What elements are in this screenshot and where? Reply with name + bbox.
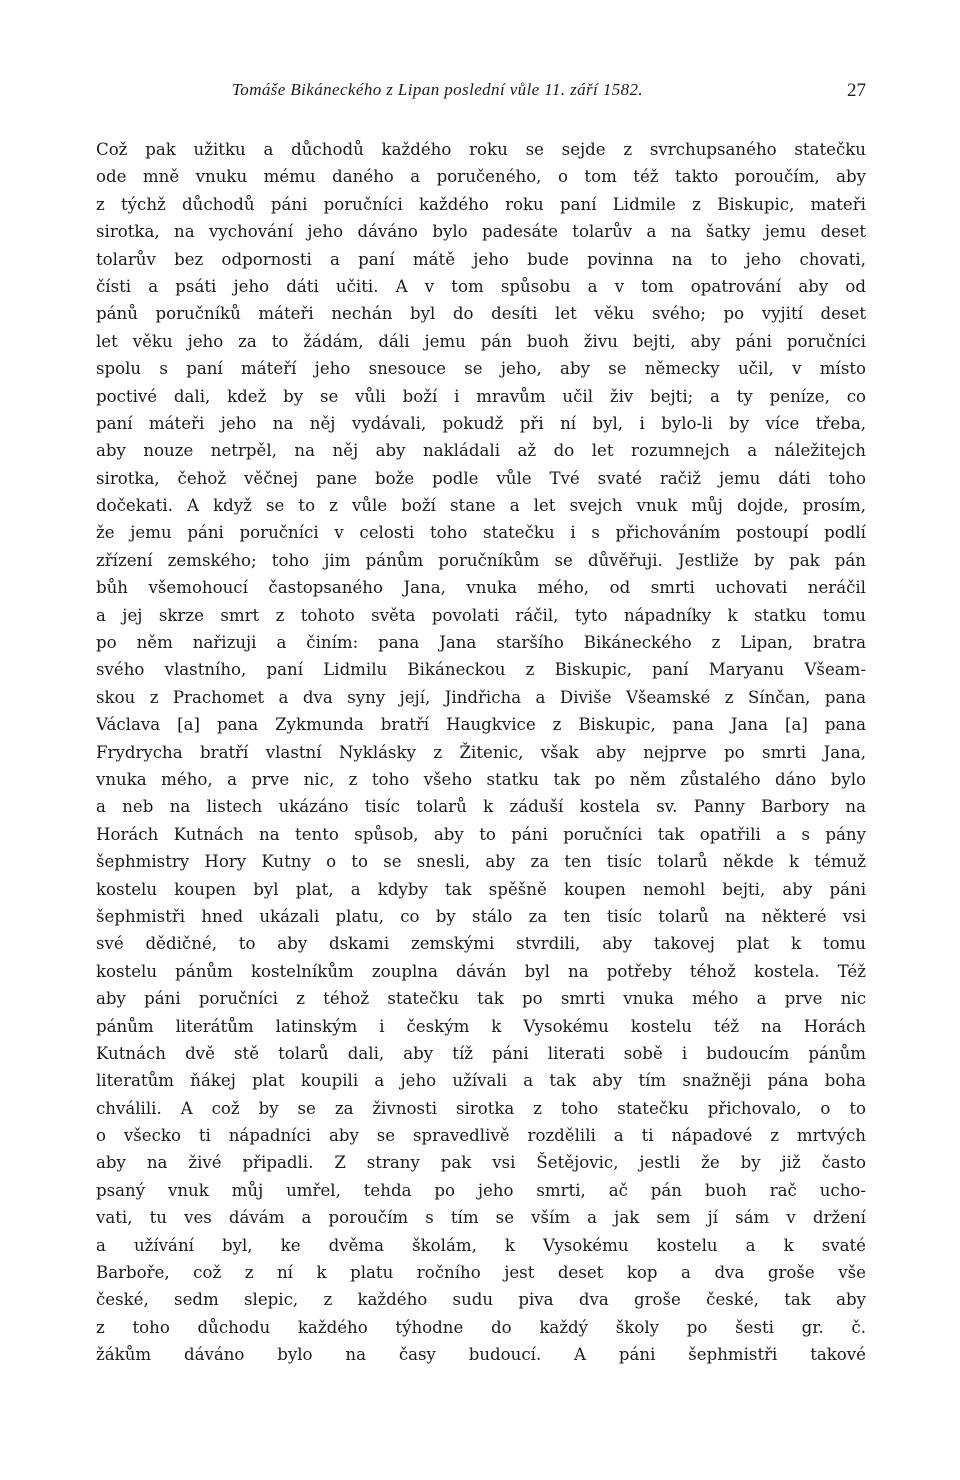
- text-line: že jemu páni poručníci v celosti toho statečku i s přichováním postoupí podlí: [96, 523, 866, 543]
- text-line: své dědičné, to aby dskami zemskými stvrdili, aby takovej plat k tomu: [96, 934, 866, 954]
- text-line: poctivé dali, kdež by se vůli boží i mravům učil živ bejti; a ty peníze, co: [96, 386, 866, 406]
- text-line: pánům literátům latinským i českým k Vysokému kostelu též na Horách: [96, 1016, 866, 1036]
- running-head: [96, 80, 866, 106]
- text-line: vati, tu ves dávám a poroučím s tím se vším a jak sem jí sám v držení: [96, 1208, 866, 1228]
- text-line: šephmistry Hory Kutny o to se snesli, aby za ten tisíc tolarů někde k témuž: [96, 852, 866, 872]
- text-line: literatům ňákej plat koupili a jeho užívali a tak aby tím snažněji pána boha: [96, 1071, 866, 1091]
- text-line: spolu s paní máteří jeho snesouce se jeho, aby se německy učil, v místo: [96, 359, 866, 379]
- text-line: české, sedm slepic, z každého sudu piva dva groše české, tak aby: [96, 1290, 866, 1310]
- text-line: sirotka, čehož věčnej pane bože podle vůle Tvé svaté račiž jemu dáti toho: [96, 468, 866, 488]
- text-line: zřízení zemského; toho jim pánům poručníkům se důvěřuji. Jestliže by pak pán: [96, 550, 866, 570]
- text-line: sirotka, na vychování jeho dáváno bylo padesáte tolarův a na šatky jemu deset: [96, 222, 866, 242]
- text-line: šephmistři hned ukázali platu, co by stálo za ten tisíc tolarů na některé vsi: [96, 906, 866, 926]
- text-line: paní máteři jeho na něj vydávali, pokudž při ní byl, i bylo-li by více třeba,: [96, 413, 866, 433]
- text-line: svého vlastního, paní Lidmilu Bikáneckou z Biskupic, paní Maryanu Všeam-: [96, 660, 866, 680]
- text-line: kostelu pánům kostelníkům zouplna dáván byl na potřeby téhož kostela. Též: [96, 961, 866, 981]
- page-number: 27: [847, 80, 866, 101]
- text-line: Barboře, což z ní k platu ročního jest deset kop a dva groše vše: [96, 1263, 866, 1283]
- running-title: Tomáše Bikáneckého z Lipan poslední vůle 11. září 1582.: [232, 80, 644, 99]
- text-line: skou z Prachomet a dva syny její, Jindřicha a Diviše Všeamské z Sínčan, pana: [96, 687, 866, 707]
- text-line: Což pak užitku a důchodů každého roku se sejde z svrchupsaného statečku: [96, 140, 866, 159]
- text-line: a neb na listech ukázáno tisíc tolarů k záduší kostela sv. Panny Barbory na: [96, 797, 866, 817]
- text-line: tolarův bez odpornosti a paní mátě jeho bude povinna na to jeho chovati,: [96, 249, 866, 269]
- text-line: dočekati. A když se to z vůle boží stane a let svejch vnuk můj dojde, prosím,: [96, 496, 866, 516]
- text-line: z týchž důchodů páni poručníci každého roku paní Lidmile z Biskupic, mateři: [96, 194, 866, 214]
- text-line: aby nouze netrpěl, na něj aby nakládali až do let rozumnejch a náležitejch: [96, 441, 866, 461]
- text-line: a jej skrze smrt z tohoto světa povolati ráčil, tyto nápadníky k statku tomu: [96, 605, 866, 625]
- text-line: aby na živé připadli. Z strany pak vsi Šetějovic, jestli že by již často: [96, 1153, 866, 1173]
- text-line: psaný vnuk můj umřel, tehda po jeho smrti, ač pán buoh rač ucho-: [96, 1180, 866, 1200]
- text-line: pánů poručníků máteři nechán byl do desíti let věku svého; po vyjití deset: [96, 304, 866, 324]
- body-text: [96, 136, 866, 1369]
- text-line: Kutnách dvě stě tolarů dali, aby tíž páni literati sobě i budoucím pánům: [96, 1043, 866, 1063]
- text-line: po něm nařizuji a činím: pana Jana staršího Bikáneckého z Lipan, bratra: [96, 633, 866, 653]
- text-line: kostelu koupen byl plat, a kdyby tak spěšně koupen nemohl bejti, aby páni: [96, 879, 866, 899]
- text-line: aby páni poručníci z téhož statečku tak po smrti vnuka mého a prve nic: [96, 989, 866, 1009]
- text-line: a užívání byl, ke dvěma školám, k Vysokému kostelu a k svaté: [96, 1235, 866, 1255]
- text-line: Horách Kutnách na tento spůsob, aby to páni poručníci tak opatřili a s pány: [96, 824, 866, 844]
- text-line: bůh všemohoucí častopsaného Jana, vnuka mého, od smrti uchovati neráčil: [96, 578, 866, 598]
- text-line: Václava [a] pana Zykmunda bratří Haugkvice z Biskupic, pana Jana [a] pana: [96, 715, 866, 735]
- text-line: o všecko ti nápadníci aby se spravedlivě rozdělili a ti nápadové z mrtvých: [96, 1126, 866, 1146]
- text-line: Frydrycha bratří vlastní Nyklásky z Žitenic, však aby nejprve po smrti Jana,: [96, 742, 866, 762]
- text-line: chválili. A což by se za živnosti sirotka z toho statečku přichovalo, o to: [96, 1098, 866, 1118]
- text-line: čísti a psáti jeho dáti učiti. A v tom spůsobu a v tom opatrování aby od: [96, 276, 866, 296]
- text-line: z toho důchodu každého týhodne do každý školy po šesti gr. č.: [96, 1317, 866, 1337]
- text-line: let věku jeho za to žádám, dáli jemu pán buoh živu bejti, aby páni poručníci: [96, 331, 866, 351]
- text-line: žákům dáváno bylo na časy budoucí. A páni šephmistři takové: [96, 1345, 866, 1365]
- text-line: vnuka mého, a prve nic, z toho všeho statku tak po něm zůstalého dáno bylo: [96, 769, 866, 789]
- text-line: ode mně vnuku mému daného a poručeného, o tom též takto poroučím, aby: [96, 167, 866, 187]
